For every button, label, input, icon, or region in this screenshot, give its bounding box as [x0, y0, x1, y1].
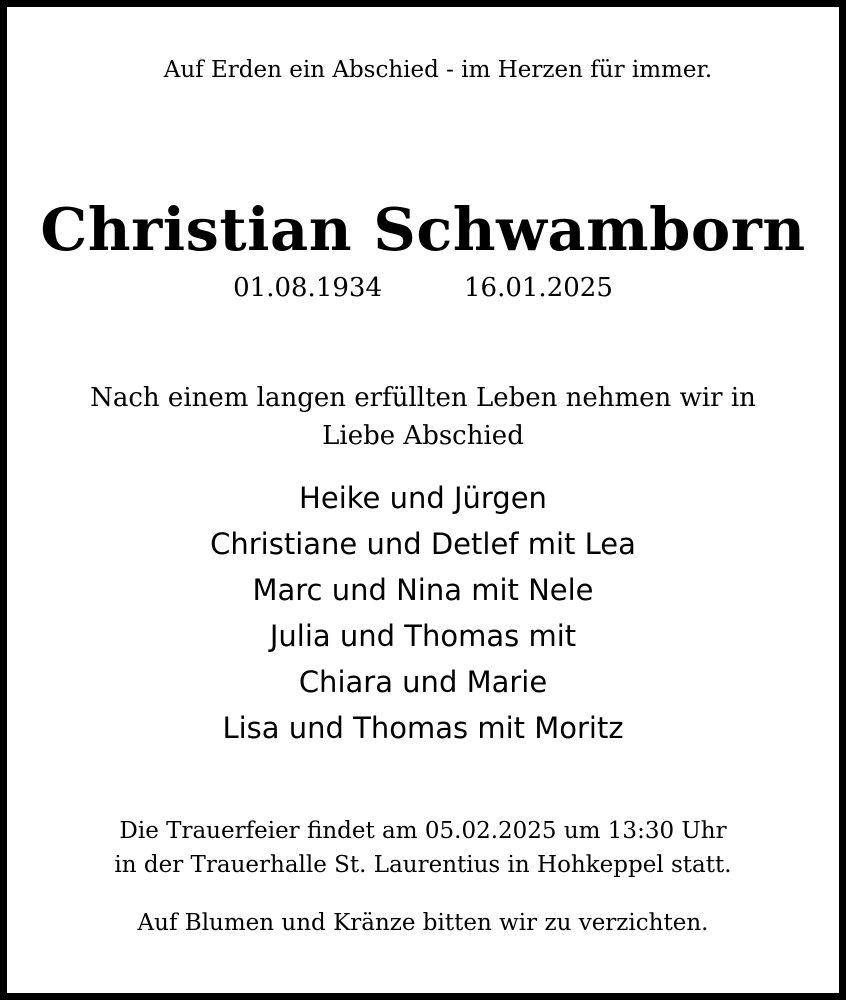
- family-line: Julia und Thomas mit: [269, 619, 577, 653]
- ceremony-line: Die Trauerfeier findet am 05.02.2025 um 13:30 Uhr: [119, 818, 727, 844]
- family-line: Chiara und Marie: [298, 665, 548, 699]
- family-list: [7, 475, 839, 751]
- deceased-name: Christian Schwamborn: [40, 195, 806, 264]
- life-dates: [7, 273, 839, 303]
- intro-text: [37, 379, 809, 455]
- death-date: 16.01.2025: [464, 273, 613, 303]
- ceremony-line: in der Trauerhalle St. Laurentius in Hohkeppel statt.: [114, 852, 732, 878]
- ceremony-info: [7, 814, 839, 882]
- family-line: Lisa und Thomas mit Moritz: [222, 711, 624, 745]
- family-line: Marc und Nina mit Nele: [252, 573, 594, 607]
- intro-line: Liebe Abschied: [322, 421, 524, 451]
- family-line: Heike und Jürgen: [299, 481, 547, 515]
- birth-date: 01.08.1934: [233, 273, 382, 303]
- family-line: Christiane und Detlef mit Lea: [210, 527, 636, 561]
- motto-text: Auf Erden ein Abschied - im Herzen für immer.: [163, 57, 713, 83]
- flowers-note: Auf Blumen und Kränze bitten wir zu verzichten.: [137, 910, 709, 936]
- intro-line: Nach einem langen erfüllten Leben nehmen wir in: [90, 383, 756, 413]
